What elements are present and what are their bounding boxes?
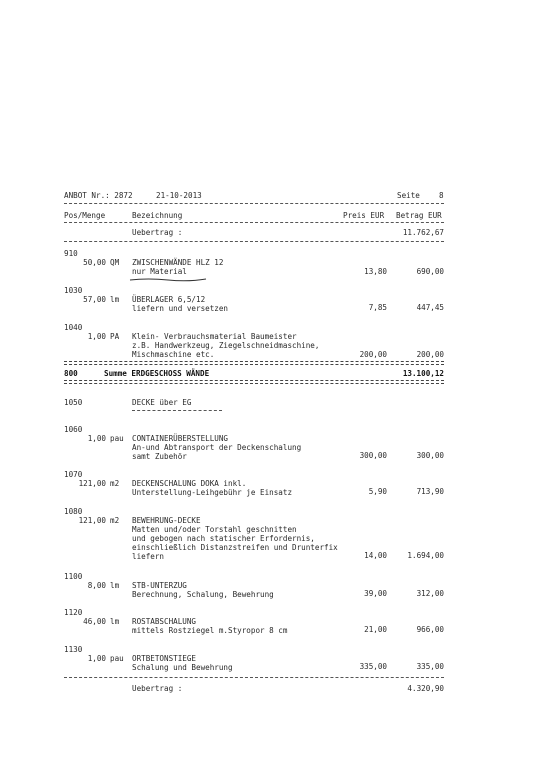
item-description-line: z.B. Handwerkzeug, Ziegelschneidmaschine,: [132, 341, 320, 350]
item-amount: 690,00: [416, 267, 444, 276]
header-divider: [64, 203, 444, 204]
item-price: 200,00: [359, 350, 387, 359]
item-quantity: 1,00: [87, 332, 106, 341]
column-header-bezeichnung: Bezeichnung: [132, 211, 183, 220]
item-amount: 447,45: [416, 303, 444, 312]
item-description-line: ZWISCHENWÄNDE HLZ 12: [132, 258, 224, 267]
item-amount: 1.694,00: [407, 551, 444, 560]
carry-in-label: Uebertrag :: [132, 228, 183, 237]
item-amount: 335,00: [416, 662, 444, 671]
item-description-line: CONTAINERÜBERSTELLUNG: [132, 434, 229, 443]
item-position: 1040: [64, 323, 83, 332]
page-label: Seite: [397, 191, 420, 200]
item-description-line: und gebogen nach statischer Erfordernis,: [132, 534, 315, 543]
item-price: 5,90: [368, 487, 387, 496]
item-description-line: Unterstellung-Leihgebühr je Einsatz: [132, 488, 293, 497]
item-quantity: 121,00: [78, 479, 106, 488]
item-description-line: ROSTABSCHALUNG: [132, 617, 197, 626]
item-description-line: An-und Abtransport der Deckenschalung: [132, 443, 302, 452]
item-quantity: 8,00: [87, 581, 106, 590]
summary-top-divider: [64, 361, 444, 365]
item-position: 1070: [64, 470, 83, 479]
item-amount: 300,00: [416, 451, 444, 460]
item-position: 1060: [64, 425, 83, 434]
item-position: 1080: [64, 507, 83, 516]
summary-bottom-divider: [64, 380, 444, 384]
carry-in-divider: [64, 241, 444, 242]
item-unit: lm: [110, 295, 120, 304]
item-description-line: samt Zubehör: [132, 452, 187, 461]
item-description-line: liefern und versetzen: [132, 304, 229, 313]
column-header-pos-menge: Pos/Menge: [64, 211, 106, 220]
item-position: 910: [64, 249, 78, 258]
item-description-line: mittels Rostziegel m.Styropor 8 cm: [132, 626, 288, 635]
item-quantity: 57,00: [83, 295, 106, 304]
item-quantity: 1,00: [87, 434, 106, 443]
item-description-line: Mischmaschine etc.: [132, 350, 215, 359]
carry-out-divider: [64, 677, 444, 678]
section-title-underline: [132, 410, 222, 411]
item-quantity: 46,00: [83, 617, 106, 626]
item-price: 13,80: [364, 267, 387, 276]
item-unit: m2: [110, 479, 120, 488]
item-description-line: Berechnung, Schalung, Bewehrung: [132, 590, 274, 599]
item-quantity: 121,00: [78, 516, 106, 525]
item-price: 21,00: [364, 625, 387, 634]
item-unit: pau: [110, 654, 124, 663]
item-amount: 966,00: [416, 625, 444, 634]
carry-in-amount: 11.762,67: [402, 228, 444, 237]
item-unit: PA: [110, 332, 120, 341]
item-quantity: 1,00: [87, 654, 106, 663]
document-date: 21-10-2013: [156, 191, 202, 200]
summary-label: Summe ERDGESCHOSS WÄNDE: [104, 369, 210, 378]
item-description-line: BEWEHRUNG-DECKE: [132, 516, 201, 525]
carry-out-label: Uebertrag :: [132, 684, 183, 693]
item-description-line: Schalung und Bewehrung: [132, 663, 233, 672]
carry-out-amount: 4.320,90: [407, 684, 444, 693]
summary-position: 800: [64, 369, 78, 378]
page-number: 8: [439, 191, 444, 200]
item-description-line: einschließlich Distanzstreifen und Drunterfix: [132, 543, 338, 552]
item-description-line: liefern: [132, 552, 165, 561]
item-unit: lm: [110, 617, 120, 626]
summary-amount: 13.100,12: [402, 369, 444, 378]
item-unit: pau: [110, 434, 124, 443]
item-description-line: Matten und/oder Torstahl geschnitten: [132, 525, 297, 534]
item-price: 14,00: [364, 551, 387, 560]
item-description-line: STB-UNTERZUG: [132, 581, 187, 590]
item-unit: m2: [110, 516, 120, 525]
document-number: ANBOT Nr.: 2872: [64, 191, 133, 200]
item-price: 7,85: [368, 303, 387, 312]
item-description-line: ÜBERLAGER 6,5/12: [132, 295, 206, 304]
item-position: 1100: [64, 572, 83, 581]
item-quantity: 50,00: [83, 258, 106, 267]
section-position: 1050: [64, 398, 83, 407]
item-description-line: Klein- Verbrauchsmaterial Baumeister: [132, 332, 297, 341]
item-position: 1130: [64, 645, 83, 654]
item-amount: 312,00: [416, 589, 444, 598]
item-description-line: DECKENSCHALUNG DOKA inkl.: [132, 479, 247, 488]
item-price: 335,00: [359, 662, 387, 671]
item-unit: QM: [110, 258, 120, 267]
column-header-betrag: Betrag EUR: [396, 211, 442, 220]
section-title: DECKE über EG: [132, 398, 192, 407]
item-description-line: nur Material: [132, 267, 187, 276]
item-unit: lm: [110, 581, 120, 590]
item-description-line: ORTBETONSTIEGE: [132, 654, 197, 663]
item-price: 39,00: [364, 589, 387, 598]
item-amount: 200,00: [416, 350, 444, 359]
item-amount: 713,90: [416, 487, 444, 496]
item-position: 1030: [64, 286, 83, 295]
column-header-divider: [64, 222, 444, 223]
handwritten-underline: [128, 276, 208, 284]
item-position: 1120: [64, 608, 83, 617]
column-header-preis: Preis EUR: [343, 211, 385, 220]
item-price: 300,00: [359, 451, 387, 460]
